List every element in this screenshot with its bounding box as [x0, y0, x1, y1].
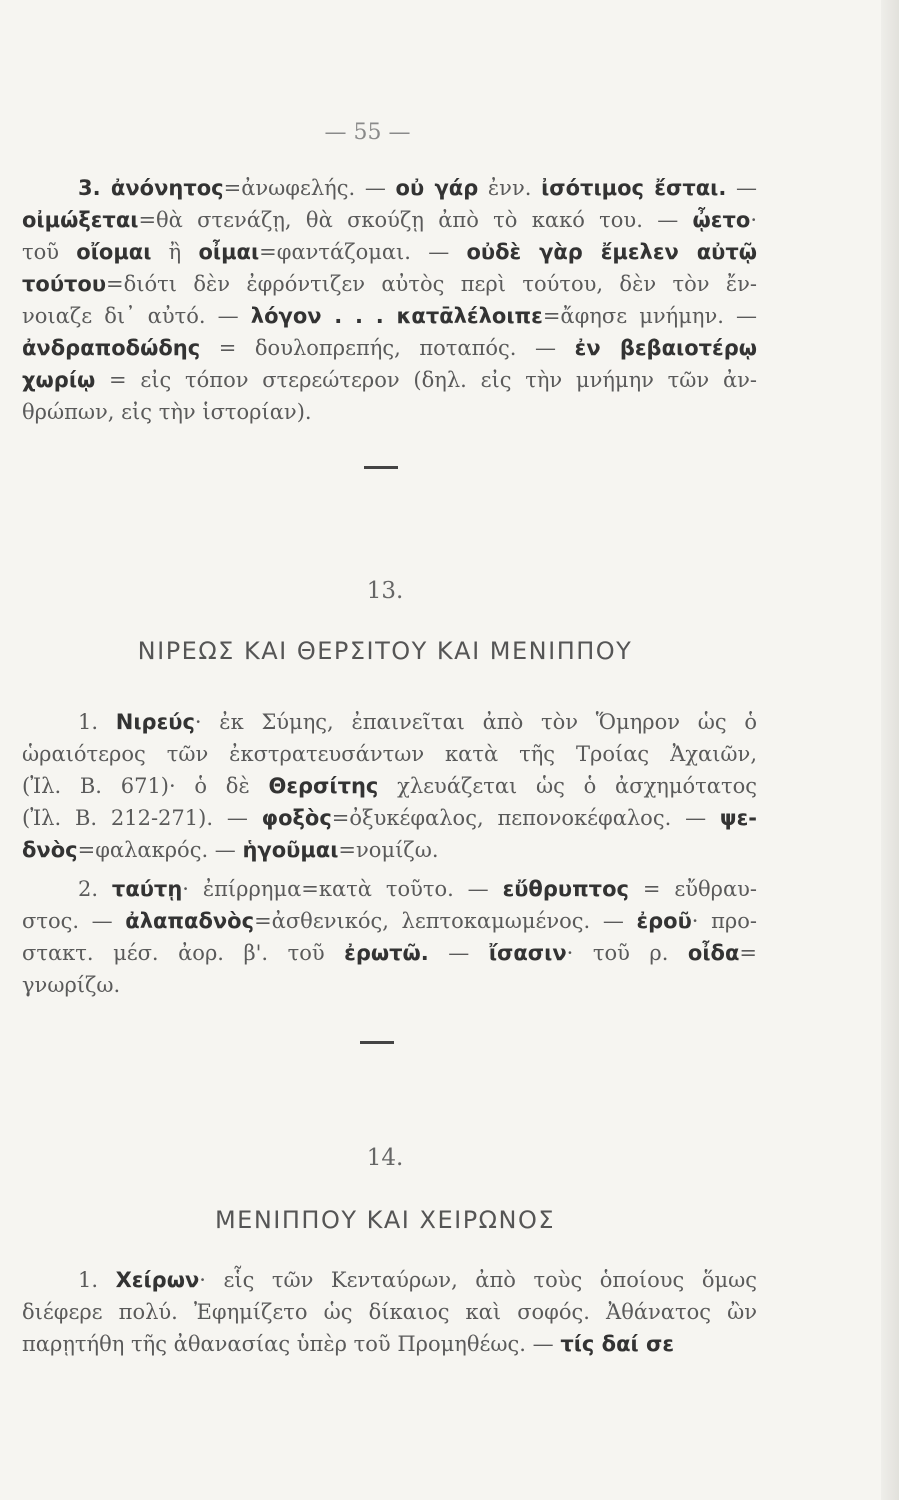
- gloss-text: διέφερε πολύ. Ἐφημίζετο ὡς δίκαιος καὶ σοφός. Ἀθάνατος ὢν: [22, 1300, 757, 1324]
- gloss-text: · εἷς τῶν Κενταύρων, ἀπὸ τοὺς ὁποίους ὅμως: [199, 1268, 757, 1292]
- text-line: [22, 937, 757, 969]
- gloss-text: γνωρίζω.: [22, 973, 121, 997]
- gloss-text: =διότι δὲν ἐφρόντιζεν αὐτὸς περὶ τούτου, δὲν τὸν ἔν-: [106, 272, 757, 296]
- headword: εὔθρυπτος: [502, 877, 629, 901]
- headword: ἀλαπαδνὸς: [125, 909, 255, 933]
- gloss-text: τοῦ: [22, 240, 77, 264]
- section-14-paragraph-1: [22, 1264, 757, 1360]
- gloss-text: = εὔθραυ-: [628, 877, 757, 901]
- gloss-text: =ἄφησε μνήμην. —: [542, 304, 757, 328]
- gloss-text: (Ἰλ. Β. 671)· ὁ δὲ: [22, 774, 269, 798]
- gloss-text: ἢ: [151, 240, 199, 264]
- headword: Νιρεύς: [115, 710, 195, 734]
- text-line: [22, 236, 757, 268]
- headword: ψε-: [719, 806, 757, 830]
- section-14-title: ΜΕΝΙΠΠΟΥ ΚΑΙ ΧΕΙΡΩΝΟΣ: [214, 1206, 556, 1234]
- gloss-text: = εἰς τόπον στερεώτερον (δηλ. εἰς τὴν μνήμην τῶν ἀν-: [95, 368, 757, 392]
- text-line: [22, 873, 757, 905]
- headword: ἰσότιμος ἔσται.: [541, 176, 727, 200]
- text-line: [22, 1328, 757, 1360]
- headword: ἐν βεβαιοτέρῳ: [574, 336, 757, 360]
- headword: ἐρωτῶ.: [344, 941, 429, 965]
- gloss-text: = δουλοπρεπής, ποταπός. —: [200, 336, 575, 360]
- gloss-text: · τοῦ ρ.: [566, 941, 688, 965]
- headword: οἶμαι: [198, 240, 260, 264]
- headword: 3.: [78, 176, 111, 200]
- gloss-text: · ἐκ Σύμης, ἐπαινεῖται ἀπὸ τὸν Ὅμηρον ὡς ὁ: [194, 710, 757, 734]
- text-line: [22, 332, 757, 364]
- gloss-text: =: [739, 941, 757, 965]
- headword: ἡγοῦμαι: [242, 838, 339, 862]
- headword: οὐ γάρ: [395, 176, 479, 200]
- headword: φοξὸς: [261, 806, 332, 830]
- gloss-text: =ἀνωφελής.: [223, 176, 356, 200]
- page-number: — 55 —: [324, 120, 411, 145]
- headword: δνὸς: [22, 838, 78, 862]
- text-line: [22, 770, 757, 802]
- gloss-text: =φαντάζομαι. —: [259, 240, 467, 264]
- text-line: [22, 300, 757, 332]
- headword: οὐδὲ γὰρ ἔμελεν αὐτῷ: [466, 240, 757, 264]
- gloss-text: —: [428, 941, 489, 965]
- headword: ἀνδραποδώδης: [22, 336, 201, 360]
- text-line: [22, 396, 757, 428]
- section-divider: [364, 466, 398, 469]
- section-14-number: 14.: [366, 1145, 404, 1171]
- headword: Θερσίτης: [268, 774, 379, 798]
- section-13-paragraph-1: [22, 706, 757, 866]
- text-line: [22, 969, 757, 1001]
- headword: ταύτῃ: [111, 877, 183, 901]
- gloss-text: 1.: [78, 1268, 116, 1292]
- gloss-text: στακτ. μέσ. ἀορ. β'. τοῦ: [22, 941, 345, 965]
- headword: οἰμώξεται: [22, 208, 139, 232]
- headword: ἀνόνητος: [110, 176, 224, 200]
- gloss-text: —: [355, 176, 396, 200]
- headword: τούτου: [22, 272, 107, 296]
- section-13-number: 13.: [366, 578, 404, 604]
- gloss-text: παρῃτήθη τῆς ἀθανασίας ὑπὲρ τοῦ Προμηθέως. —: [22, 1332, 561, 1356]
- text-line: [22, 172, 757, 204]
- gloss-text: ἐνν.: [478, 176, 542, 200]
- gloss-text: 1.: [78, 710, 116, 734]
- gloss-text: =φαλακρός. —: [77, 838, 243, 862]
- gloss-text: νοιαζε δι᾿ αὐτό. —: [22, 304, 251, 328]
- headword: ἴσασιν: [488, 941, 567, 965]
- headword: λόγον . . . κατᾱλέλοιπε: [250, 304, 543, 328]
- text-line: [22, 364, 757, 396]
- page-edge-shadow: [881, 0, 899, 1500]
- text-line: [22, 268, 757, 300]
- text-line: [22, 834, 757, 866]
- gloss-text: 2.: [78, 877, 112, 901]
- headword: τίς δαί σε: [560, 1332, 675, 1356]
- headword: οἴομαι: [76, 240, 152, 264]
- gloss-text: —: [726, 176, 757, 200]
- text-line: [22, 706, 757, 738]
- gloss-text: =ἀσθενικός, λεπτοκαμωμένος. —: [254, 909, 637, 933]
- notes-section-12: [22, 172, 757, 428]
- headword: ἐροῦ: [636, 909, 692, 933]
- headword: χωρίῳ: [22, 368, 96, 392]
- headword: ᾦετο: [692, 208, 751, 232]
- headword: Χείρων: [115, 1268, 200, 1292]
- gloss-text: =νομίζω.: [338, 838, 439, 862]
- gloss-text: · προ-: [691, 909, 757, 933]
- gloss-text: χλευάζεται ὡς ὁ ἀσχημότατος: [378, 774, 757, 798]
- gloss-text: στος. —: [22, 909, 126, 933]
- text-line: [22, 905, 757, 937]
- section-divider: [360, 1041, 394, 1044]
- gloss-text: ·: [750, 208, 757, 232]
- section-13-paragraph-2: [22, 873, 757, 1001]
- text-line: [22, 1264, 757, 1296]
- gloss-text: =θὰ στενάζῃ, θὰ σκούζῃ ἀπὸ τὸ κακό του. —: [138, 208, 693, 232]
- gloss-text: ὡραιότερος τῶν ἐκστρατευσάντων κατὰ τῆς Τροίας Ἀχαιῶν,: [22, 742, 757, 766]
- gloss-text: · ἐπίρρημα=κατὰ τοῦτο. —: [182, 877, 503, 901]
- text-line: [22, 802, 757, 834]
- gloss-text: θρώπων, εἰς τὴν ἱστορίαν).: [22, 400, 312, 424]
- text-line: [22, 204, 757, 236]
- gloss-text: =ὀξυκέφαλος, πεπονοκέφαλος. —: [331, 806, 720, 830]
- text-line: [22, 1296, 757, 1328]
- gloss-text: (Ἰλ. Β. 212-271). —: [22, 806, 262, 830]
- text-line: [22, 738, 757, 770]
- headword: οἶδα: [687, 941, 740, 965]
- section-13-title: ΝΙΡΕΩΣ ΚΑΙ ΘΕΡΣΙΤΟΥ ΚΑΙ ΜΕΝΙΠΠΟΥ: [137, 637, 633, 665]
